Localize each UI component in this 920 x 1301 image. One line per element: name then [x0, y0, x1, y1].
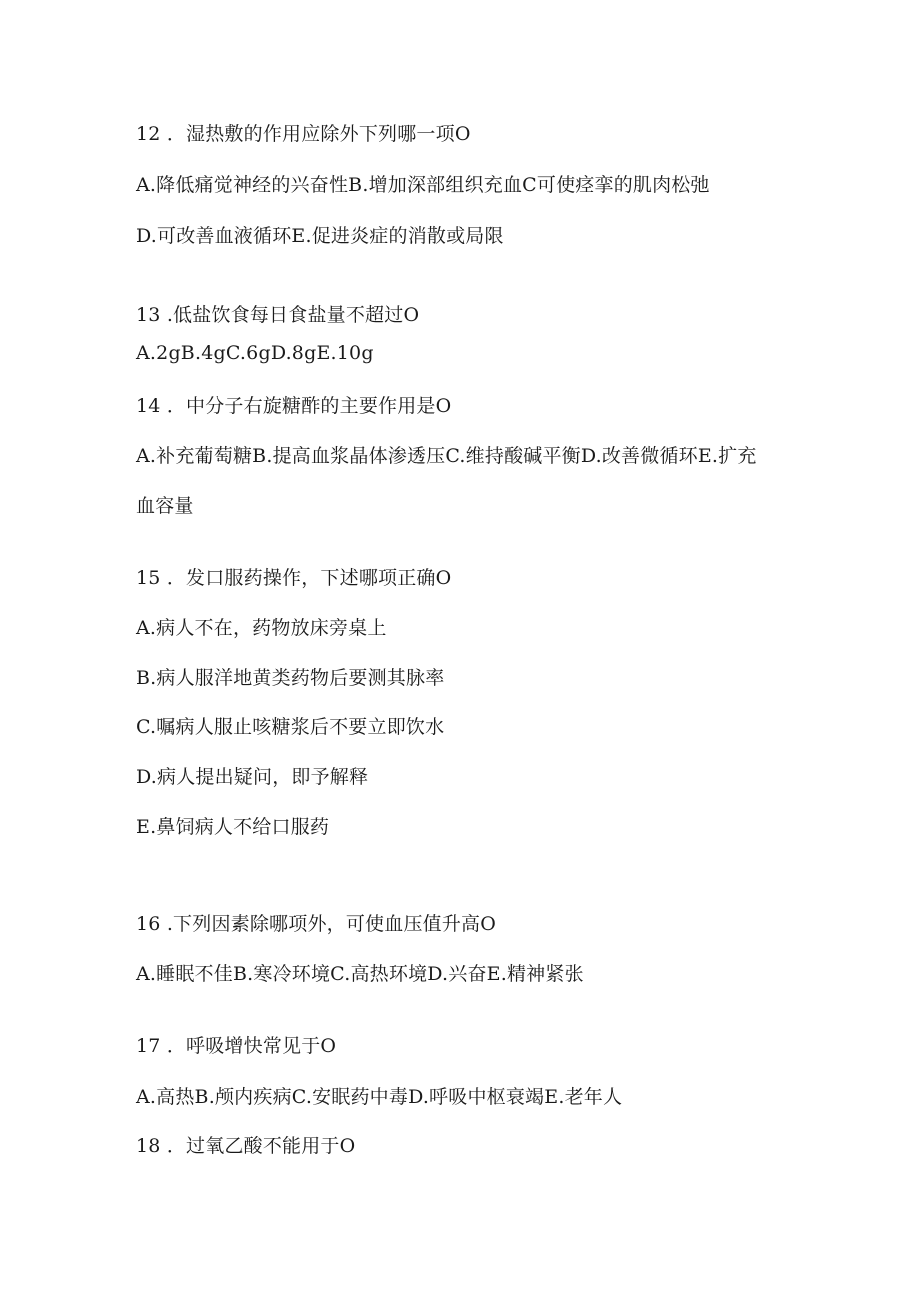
question-15-option-b: B.病人服洋地黄类药物后要测其脉率 [136, 667, 445, 689]
question-13-stem: 13 .低盐饮食每日食盐量不超过O [136, 304, 420, 326]
question-17-options: A.高热B.颅内疾病C.安眠药中毒D.呼吸中枢衰竭E.老年人 [136, 1086, 623, 1108]
question-15-option-a: A.病人不在，药物放床旁桌上 [136, 617, 387, 639]
question-15-stem: 15 ．发口服药操作，下述哪项正确O [136, 567, 452, 589]
question-18-stem: 18 ．过氧乙酸不能用于O [136, 1135, 356, 1157]
question-16-options: A.睡眠不佳B.寒冷环境C.高热环境D.兴奋E.精神紧张 [136, 963, 584, 985]
question-12-options-line-2: D.可改善血液循环E.促进炎症的消散或局限 [136, 225, 504, 247]
question-12-stem: 12 ．湿热敷的作用应除外下列哪一项O [136, 123, 471, 145]
question-13-options: A.2gB.4gC.6gD.8gE.10g [136, 342, 374, 364]
question-14-options-line-2: 血容量 [136, 495, 194, 517]
question-14-options-line-1: A.补充葡萄糖B.提高血浆晶体渗透压C.维持酸碱平衡D.改善微循环E.扩充 [136, 445, 757, 467]
question-16-stem: 16 .下列因素除哪项外，可使血压值升高O [136, 913, 497, 935]
question-12-options-line-1: A.降低痛觉神经的兴奋性B.增加深部组织充血C可使痉挛的肌肉松弛 [136, 174, 710, 196]
question-15-option-d: D.病人提出疑问，即予解释 [136, 766, 369, 788]
question-14-stem: 14 ．中分子右旋糖酢的主要作用是O [136, 395, 452, 417]
question-15-option-e: E.鼻饲病人不给口服药 [136, 816, 330, 838]
question-17-stem: 17 ．呼吸增快常见于O [136, 1035, 337, 1057]
question-15-option-c: C.嘱病人服止咳糖浆后不要立即饮水 [136, 716, 445, 738]
